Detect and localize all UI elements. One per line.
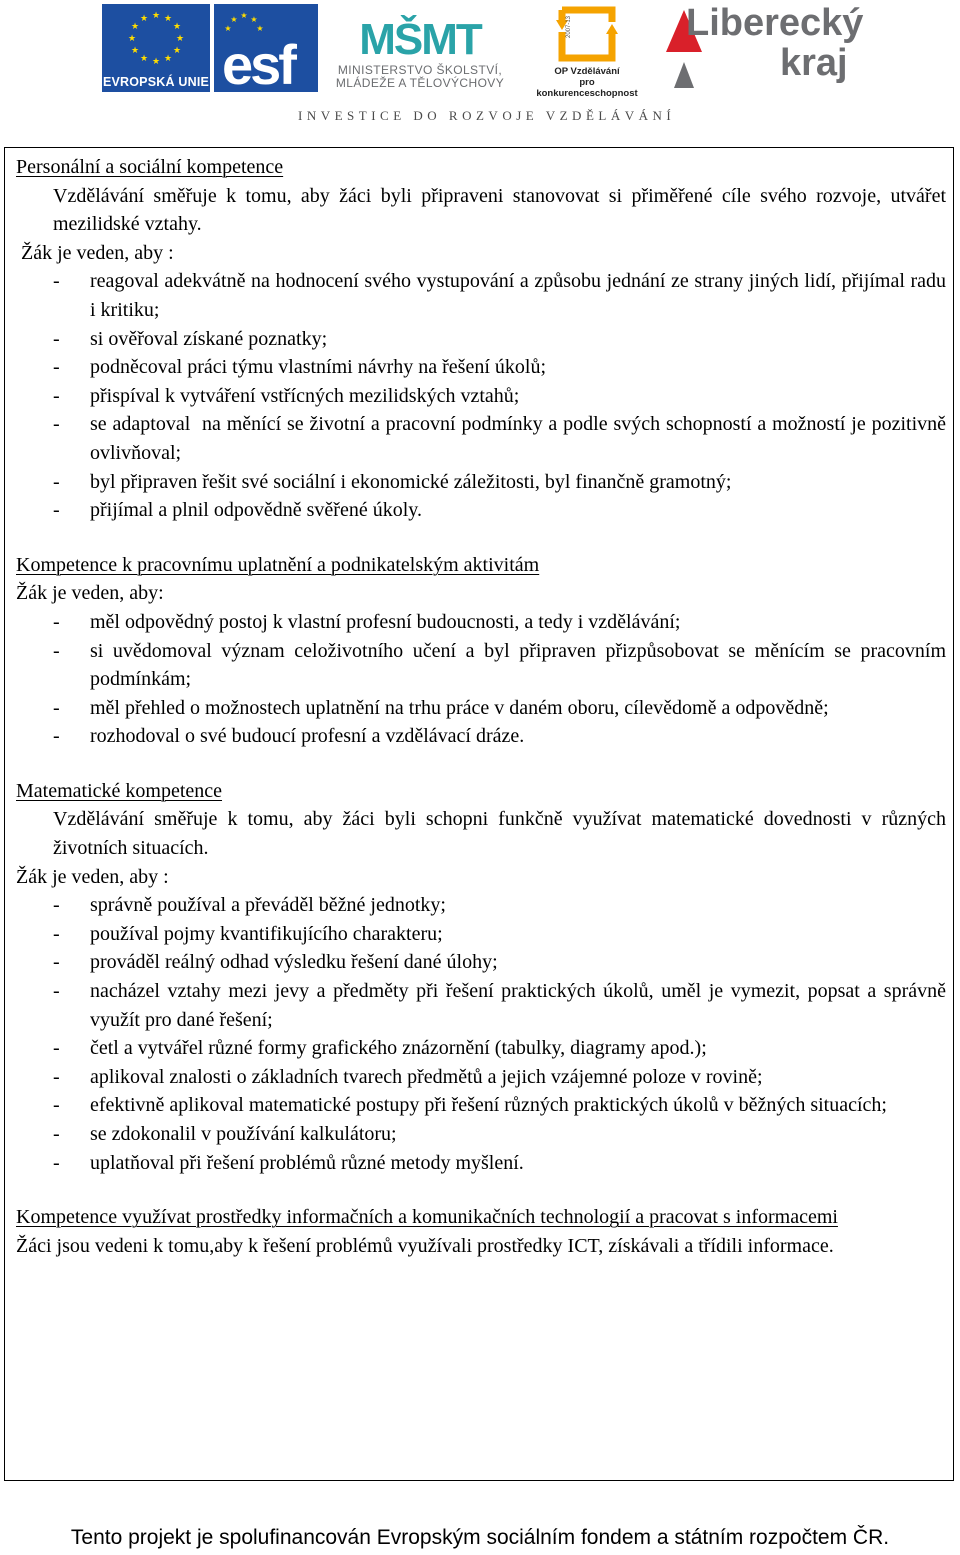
svg-text:★: ★ [139, 14, 149, 24]
section-heading: Personální a sociální kompetence [16, 156, 284, 178]
svg-text:MŠMT: MŠMT [359, 15, 481, 64]
svg-text:★: ★ [224, 24, 232, 33]
list-item: - prováděl reálný odhad výsledku řešení dané úlohy; [53, 951, 498, 974]
list-item: - používal pojmy kvantifikujícího charakteru; [53, 922, 443, 945]
list-item: - správně používal a převáděl běžné jednotky; [53, 894, 446, 917]
svg-text:★: ★ [240, 11, 248, 20]
svg-text:★: ★ [139, 54, 149, 64]
list-item: - měl odpovědný postoj k vlastní profesní budoucnosti, a tedy i vzdělávání; [53, 610, 681, 633]
section-math [16, 777, 946, 1177]
section-ict [16, 1203, 946, 1260]
msmt-line-1: MINISTERSTVO ŠKOLSTVÍ, [337, 63, 503, 77]
liberecky-kraj-logo [662, 2, 862, 94]
list-item: - nacházel vztahy mezi jevy a předměty při řešení praktických úkolů, uměl je vymezit, popsat a správně využít pro dané řešení; [53, 980, 946, 1031]
content-box [4, 147, 954, 1481]
section-heading: Kompetence využívat prostředky informačních a komunikačních technologií a pracovat s informacemi [16, 1206, 838, 1229]
op-line-2: pro konkurenceschopnost [536, 77, 638, 99]
bullet-list [16, 267, 951, 524]
footer-note: Tento projekt je spolufinancován Evropským sociálním fondem a státním rozpočtem ČR. [70, 1526, 890, 1549]
op-logo-text [532, 66, 642, 99]
eu-flag-icon [102, 4, 210, 72]
bullet-list [16, 891, 946, 1177]
msmt-logo-text [325, 64, 515, 90]
msmt-line-2: MLÁDEŽE A TĚLOVÝCHOVY [335, 76, 505, 90]
list-item: - aplikoval znalosti o základních tvarech předmětů a jejich vzájemné poloze v rovině; [53, 1065, 763, 1088]
svg-text:★: ★ [127, 34, 137, 44]
list-item: - četl a vytvářel různé formy grafického znázornění (tabulky, diagramy apod.); [53, 1037, 707, 1060]
svg-text:★: ★ [151, 57, 161, 67]
section-heading: Matematické kompetence [16, 779, 223, 802]
list-item: - rozhodoval o své budoucí profesní a vzdělávací dráze. [53, 725, 525, 748]
section-personal-social [16, 153, 951, 525]
section-heading: Kompetence k pracovnímu uplatnění a podnikatelským aktivitám [16, 553, 540, 576]
svg-text:★: ★ [172, 22, 182, 32]
section-lead: Žák je veden, aby: [16, 582, 164, 605]
svg-text:★: ★ [230, 15, 238, 24]
svg-text:★: ★ [163, 54, 173, 64]
op-vk-logo [532, 2, 642, 99]
section-intro: Vzdělávání směřuje k tomu, aby žáci byli schopni funkčně využívat matematické dovednosti v různých životních situacích. [53, 808, 946, 860]
svg-text:★: ★ [172, 46, 182, 56]
document-body [16, 153, 951, 1260]
op-line-1: OP Vzdělávání [554, 66, 620, 77]
list-item: - měl přehled o možnostech uplatnění na trhu práce v daném oboru, cílevědomě a odpovědně; [53, 696, 829, 719]
eu-logo-label: EVROPSKÁ UNIE [102, 72, 210, 92]
list-item: - efektivně aplikoval matematické postupy při řešení různých praktických úkolů v běžných situacích; [53, 1094, 887, 1117]
list-item: - si ověřoval získané poznatky; [53, 327, 328, 350]
svg-text:★: ★ [250, 15, 258, 24]
logo-header [0, 0, 960, 140]
list-item: - přispíval k vytváření vstřícných mezilidských vztahů; [53, 384, 520, 407]
svg-text:★: ★ [175, 34, 185, 44]
svg-text:esf: esf [222, 33, 294, 92]
op-year: 2007-13 [566, 15, 572, 38]
svg-text:★: ★ [151, 11, 161, 21]
list-item: - reagoval adekvátně na hodnocení svého vystupování a způsobu jednání ze strany jiných lidí, přijímal radu i kritiku; [53, 270, 946, 321]
svg-text:★: ★ [256, 24, 264, 33]
section-lead: Žák je veden, aby : [16, 241, 174, 264]
svg-text:★: ★ [163, 14, 173, 24]
list-item: - si uvědomoval význam celoživotního učení a byl připraven přizpůsobovat se měnícím se pracovním podmínkám; [53, 639, 946, 691]
list-item: - uplatňoval při řešení problémů různé metody myšlení. [53, 1151, 524, 1174]
esf-logo [214, 4, 318, 92]
list-item: - byl připraven řešit své sociální i ekonomické záležitosti, byl finančně gramotný; [53, 470, 732, 493]
bullet-list [16, 608, 946, 751]
msmt-logo [325, 2, 515, 94]
list-item: - se adaptoval na měnící se životní a pracovní podmínky a podle svých schopností a možností je pozitivně ovlivňoval; [53, 413, 951, 464]
svg-text:★: ★ [130, 22, 140, 32]
list-item: - podněcoval práci týmu vlastními návrhy na řešení úkolů; [53, 356, 546, 379]
kraj-line-1: Liberecký [686, 2, 864, 44]
kraj-line-2: kraj [780, 42, 848, 84]
svg-text:★: ★ [130, 46, 140, 56]
eu-logo [102, 4, 210, 92]
section-body: Žáci jsou vedeni k tomu,aby k řešení problémů využívali prostředky ICT, získávali a třídili informace. [16, 1234, 834, 1257]
list-item: - přijímal a plnil odpovědně svěřené úkoly. [53, 499, 422, 522]
section-work-entrepreneurship [16, 551, 946, 751]
section-intro: Vzdělávání směřuje k tomu, aby žáci byli připraveni stanovovat si přiměřené cíle svého rozvoje, utvářet mezilidské vztahy. [53, 184, 946, 236]
list-item: - se zdokonalil v používání kalkulátoru; [53, 1123, 397, 1145]
tagline: INVESTICE DO ROZVOJE VZDĚLÁVÁNÍ [298, 108, 676, 123]
section-lead: Žák je veden, aby : [16, 865, 169, 888]
